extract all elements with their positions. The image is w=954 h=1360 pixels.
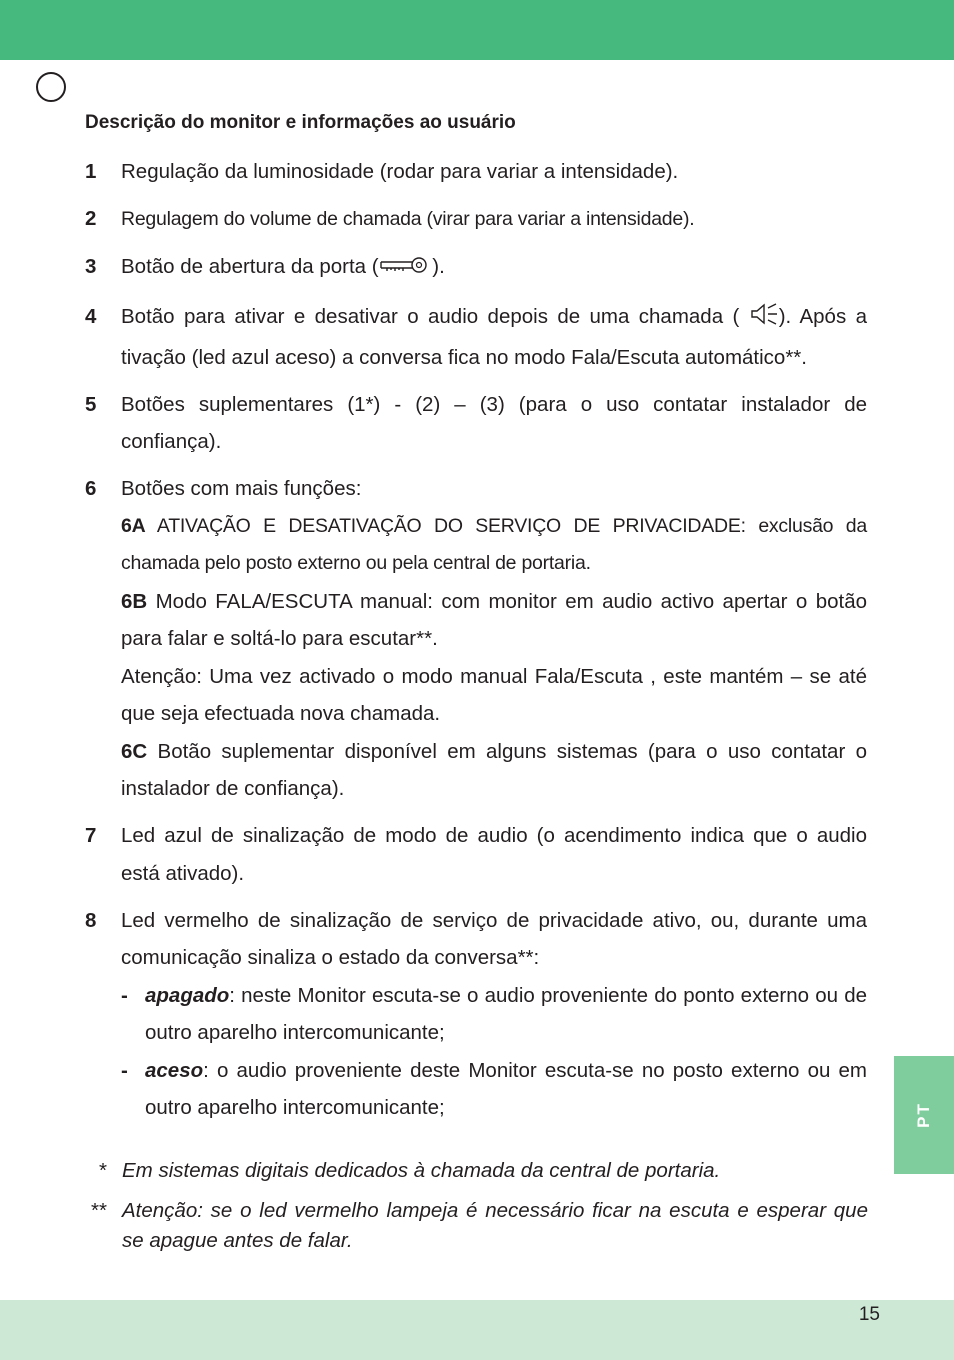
item-text: Led vermelho de sinalização de serviço de privacidade ativo, ou, durante uma comunicação sinaliza o estado da conversa**: (121, 908, 867, 969)
state-text: : neste Monitor escuta-se o audio proveniente do ponto externo ou de outro aparelho intercomunicante; (145, 983, 867, 1044)
footnote-mark: ** (91, 1199, 107, 1222)
header-band (0, 0, 954, 60)
item-text: Botões suplementares (1*) - (2) – (3) (para o uso contatar instalador de confiança). (121, 392, 867, 453)
sub-item-6c (121, 733, 867, 808)
language-label: PT (914, 1102, 933, 1128)
key-icon (379, 251, 427, 289)
item-text: Botão para ativar e desativar o audio depois de uma chamada ( (121, 305, 749, 328)
state-text: : o audio proveniente deste Monitor escuta-se no posto externo ou em outro aparelho intercomunicante; (145, 1058, 867, 1119)
footnote (85, 1196, 868, 1256)
sub-item-6b (121, 583, 867, 658)
footnote-text: Em sistemas digitais dedicados à chamada da central de portaria. (122, 1159, 721, 1182)
item-list (85, 153, 867, 1136)
sub-item-text: ATIVAÇÃO E DESATIVAÇÃO DO SERVIÇO DE PRIVACIDADE: exclusão da chamada pelo posto externo ou pela central de portaria. (121, 514, 867, 574)
item-text: Botão de abertura da porta ( (121, 255, 379, 278)
list-item-4 (85, 298, 867, 376)
speaker-icon (749, 301, 779, 339)
footnote-text: Atenção: se o led vermelho lampeja é necessário ficar na escuta e esperar que se apague antes de falar. (122, 1199, 868, 1252)
language-tab (894, 1056, 954, 1174)
list-item-1 (85, 153, 867, 191)
list-item-8 (85, 902, 867, 1127)
attention-note: Atenção: Uma vez activado o modo manual Fala/Escuta , este mantém – se até que seja efectuada nova chamada. (121, 664, 867, 725)
page-number: 15 (858, 1304, 880, 1325)
footnote-mark: * (99, 1159, 107, 1182)
list-item-6 (85, 470, 867, 808)
item-number: 8 (85, 908, 97, 932)
item-text-end: ). (426, 255, 445, 278)
dash-marker: - (121, 983, 128, 1007)
list-item-3 (85, 248, 867, 289)
sub-item-label: 6C (121, 739, 148, 763)
state-off (121, 977, 867, 1052)
item-number: 5 (85, 392, 97, 416)
state-label: apagado (145, 983, 230, 1007)
list-item-7 (85, 817, 867, 892)
item-number: 6 (85, 477, 97, 500)
state-label: aceso (145, 1058, 204, 1082)
item-text: Botões com mais funções: (121, 477, 362, 500)
item-text: Regulação da luminosidade (rodar para variar a intensidade). (121, 160, 679, 183)
item-number: 3 (85, 255, 97, 278)
item-number: 2 (85, 207, 97, 230)
footnote (85, 1156, 868, 1186)
item-text: Led azul de sinalização de modo de audio (o acendimento indica que o audio está ativado). (121, 824, 867, 885)
sub-item-6a (121, 508, 867, 583)
item-text-end: ). Após a tivação (led azul aceso) a conversa fica no modo Fala/Escuta automático**. (121, 305, 867, 369)
state-on (121, 1052, 867, 1127)
item-text: Regulagem do volume de chamada (virar para variar a intensidade). (121, 208, 695, 230)
sub-item-text: Modo FALA/ESCUTA manual: com monitor em audio activo apertar o botão para falar e soltá-lo para escutar**. (121, 589, 867, 650)
footer-band (0, 1300, 954, 1360)
sub-item-text: Botão suplementar disponível em alguns sistemas (para o uso contatar o instalador de confiança). (121, 739, 867, 800)
circle-icon (36, 72, 66, 102)
list-item-5 (85, 386, 867, 461)
list-item-2 (85, 200, 867, 239)
footnotes (85, 1156, 868, 1266)
item-number: 4 (85, 305, 97, 328)
item-number: 7 (85, 824, 97, 847)
item-number: 1 (85, 160, 97, 183)
dash-marker: - (121, 1058, 128, 1082)
sub-item-label: 6A (121, 514, 146, 537)
sub-item-label: 6B (121, 589, 148, 613)
section-title: Descrição do monitor e informações ao usuário (85, 112, 516, 133)
